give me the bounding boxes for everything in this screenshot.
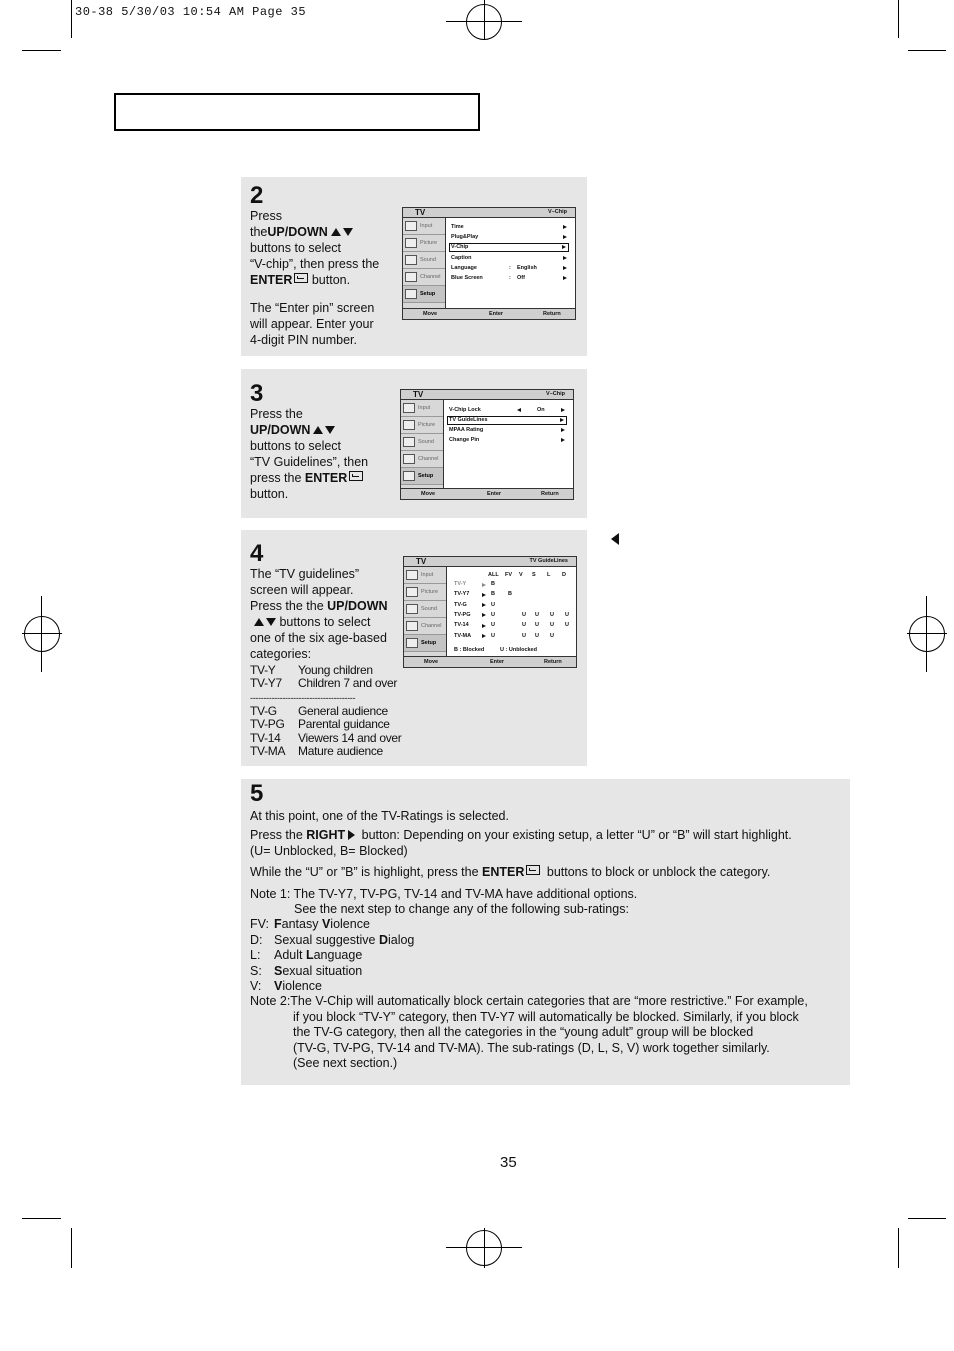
footer-move: Move [421, 491, 436, 497]
screen-footer [403, 308, 575, 319]
sub-ratings-list [250, 917, 845, 994]
sub-rating-item [250, 964, 845, 979]
grid-column-header: FV [505, 572, 513, 578]
arrow-right-icon [562, 245, 566, 249]
arrow-right-icon [561, 408, 565, 412]
text-line: buttons to block or unblock the category. [543, 865, 771, 880]
step-number: 5 [250, 780, 264, 807]
grid-cell: U [535, 611, 539, 618]
arrow-right-icon [482, 624, 486, 628]
step-3-text [250, 406, 400, 502]
input-icon [406, 570, 418, 580]
category-list [250, 664, 401, 758]
step-5-panel [241, 779, 850, 1085]
channel-icon [405, 272, 417, 282]
side-picture: Picture [403, 235, 445, 252]
category-divider: --------------------------------------- [250, 692, 356, 703]
channel-icon [406, 621, 418, 631]
text-line: 4-digit PIN number. [250, 333, 357, 347]
category-item: TV-Y Young children [250, 663, 373, 677]
footer-enter: Enter [490, 659, 505, 665]
footer-return: Return [543, 311, 561, 317]
step-number: 4 [250, 540, 264, 567]
sub-rating-t1: antasy [281, 917, 322, 932]
screen-sidebar [401, 400, 444, 489]
registration-mark-icon [909, 616, 945, 652]
text-line: The “Enter pin” screen [250, 301, 375, 315]
sound-icon [406, 604, 418, 614]
footer-return: Return [544, 659, 562, 665]
legend-blocked: B : Blocked [454, 647, 485, 653]
note-2: Note 2:The V-Chip will automatically block certain categories that are “more restrictive.” For example, [250, 994, 808, 1009]
sub-rating-item [250, 979, 845, 994]
menu-row-tv-guidelines: TV GuideLines [447, 416, 567, 425]
screen-tv-label: TV [415, 208, 426, 217]
text-line: buttons to select [276, 615, 371, 629]
screen-tv-label: TV [416, 557, 427, 566]
text-line: The “TV guidelines” [250, 567, 360, 581]
sound-icon [405, 255, 417, 265]
text-line: button. [308, 273, 351, 287]
grid-cell: U [491, 601, 495, 608]
sub-rating-b2: D [378, 932, 388, 947]
crop-mark [908, 1218, 946, 1219]
arrow-right-icon [563, 235, 567, 239]
section-title-box [114, 93, 480, 131]
text-line: While the “U” or ”B” is highlight, press the [250, 865, 483, 880]
menu-row-vchip-lock: V-Chip Lock On [449, 406, 565, 415]
print-header: 30-38 5/30/03 10:54 AM Page 35 [75, 5, 307, 19]
grid-row-label: TV-14 [454, 622, 469, 629]
sub-rating-t1: Sexual suggestive [274, 932, 379, 947]
crop-mark [71, 1228, 72, 1268]
side-sound: Sound [401, 434, 443, 451]
grid-cell: B [508, 591, 512, 598]
grid-column-header: ALL [488, 572, 499, 578]
text-line: At this point, one of the TV-Ratings is selected. [250, 809, 509, 823]
sub-rating-key: D: [250, 932, 263, 947]
setup-icon [405, 289, 417, 299]
menu-row-mpaa-rating: MPAA Rating [449, 426, 565, 435]
step-4-text [250, 566, 410, 662]
setup-icon [403, 471, 415, 481]
grid-row-label: TV-PG [454, 611, 471, 618]
registration-mark-icon [24, 616, 60, 652]
footer-enter: Enter [487, 491, 502, 497]
grid-cell: U [550, 622, 554, 629]
enter-label: ENTER [304, 471, 348, 485]
text-line: the [250, 225, 268, 239]
side-input: Input [401, 400, 443, 417]
text-line: Press [250, 209, 282, 223]
text-line: “TV Guidelines”, then [250, 455, 369, 469]
text-line: button. [250, 487, 289, 501]
crop-mark [41, 596, 42, 672]
grid-cell: U [522, 611, 526, 618]
sub-rating-t1: iolence [282, 979, 322, 994]
grid-column-header: D [562, 572, 566, 578]
up-arrow-icon [313, 426, 323, 434]
text-line: Press the [250, 828, 307, 843]
arrow-left-icon [517, 408, 521, 412]
step-5-text [250, 809, 845, 1072]
crop-mark [71, 0, 72, 38]
side-setup: Setup [403, 286, 445, 303]
side-channel: Channel [401, 451, 443, 468]
arrow-right-icon [482, 634, 486, 638]
up-arrow-icon [331, 228, 341, 236]
enter-label: ENTER [250, 273, 293, 287]
grid-column-header: S [532, 572, 536, 578]
channel-icon [403, 454, 415, 464]
note-2-line: (See next section.) [293, 1056, 398, 1071]
sub-rating-t1: exual situation [282, 963, 363, 978]
category-item: TV-14 Viewers 14 and over [250, 730, 402, 745]
crop-mark [908, 50, 946, 51]
grid-row-label: TV-MA [454, 632, 472, 639]
sub-rating-t2: iolence [330, 917, 370, 932]
category-item: TV-MA Mature audience [250, 744, 383, 759]
grid-cell: U [565, 622, 569, 629]
grid-row-label: TV-Y [454, 581, 467, 587]
side-setup: Setup [404, 635, 446, 652]
grid-cell: U [535, 632, 539, 639]
enter-icon [294, 273, 308, 283]
grid-cell: U [565, 611, 569, 618]
menu-row-caption: Caption [451, 254, 567, 263]
legend-unblocked: U : Unblocked [500, 647, 537, 653]
text-line: buttons to select [250, 439, 342, 453]
grid-cell: U [522, 622, 526, 629]
sub-rating-b1: V [274, 979, 283, 994]
crop-mark [484, 1228, 485, 1268]
sub-rating-t1: Adult [274, 948, 306, 963]
text-line: “V-chip”, then press the [250, 257, 380, 271]
updown-label: UP/DOWN [250, 423, 311, 437]
picture-icon [406, 587, 418, 597]
note-2-line: if you block “TV-Y” category, then TV-Y7 will automatically be blocked. Similarly, if you block [293, 1009, 799, 1024]
step-4-panel [241, 530, 587, 766]
footer-move: Move [424, 659, 439, 665]
updown-label: UP/DOWN [327, 599, 388, 613]
step-2-panel [241, 177, 587, 356]
menu-row-language: Language : English [451, 264, 567, 273]
sub-rating-t2: ialog [387, 932, 415, 947]
footer-move: Move [423, 311, 438, 317]
arrow-right-icon [563, 266, 567, 270]
text-line: button: Depending on your existing setup, a letter “U” or “B” will start highlight. [358, 828, 792, 843]
page-number: 35 [500, 1154, 517, 1171]
grid-cell: U [491, 622, 495, 629]
step-number: 3 [250, 380, 264, 407]
sub-rating-b1: F [274, 917, 282, 932]
down-arrow-icon [325, 426, 335, 434]
crop-mark [484, 0, 485, 40]
text-line: Press the the [250, 599, 328, 613]
text-line: Press the [250, 407, 303, 421]
right-arrow-icon [348, 830, 355, 840]
screen-title: TV GuideLines [529, 558, 568, 564]
crop-mark [926, 596, 927, 672]
tv-guidelines-menu-screen [400, 389, 574, 500]
side-sound: Sound [403, 252, 445, 269]
arrow-right-icon [561, 428, 565, 432]
grid-column-header: V [519, 572, 523, 578]
screen-footer [404, 656, 576, 667]
grid-cell: U [550, 611, 554, 618]
arrow-right-icon [561, 438, 565, 442]
side-channel: Channel [403, 269, 445, 286]
picture-icon [403, 420, 415, 430]
sub-rating-b1: S [274, 963, 283, 978]
text-line: will appear. Enter your [250, 317, 374, 331]
grid-cell: U [522, 632, 526, 639]
arrow-right-icon [563, 225, 567, 229]
sub-rating-b2: L [305, 948, 314, 963]
category-item: TV-PG Parental guidance [250, 717, 390, 732]
screen-tv-label: TV [413, 390, 424, 399]
sub-rating-key: L: [250, 948, 261, 963]
sub-rating-key: S: [250, 963, 262, 978]
grid-cell: U [491, 611, 495, 618]
menu-row-vchip: V-Chip [449, 243, 569, 252]
tv-guidelines-grid-screen [403, 556, 577, 668]
arrow-right-icon [482, 603, 486, 607]
crop-mark [22, 633, 62, 634]
screen-footer [401, 488, 573, 499]
enter-icon [526, 865, 540, 875]
menu-row-blue-screen: Blue Screen : Off [451, 274, 567, 283]
text-line: screen will appear. [250, 583, 354, 597]
input-icon [403, 403, 415, 413]
side-input: Input [403, 218, 445, 235]
note-2-line: the TV-G category, then all the categories in the “young adult” group will be blocked [293, 1025, 754, 1040]
arrow-right-icon [482, 613, 486, 617]
footer-enter: Enter [489, 311, 504, 317]
text-line: press the [250, 471, 305, 485]
crop-mark [22, 50, 61, 51]
sub-rating-key: V: [250, 979, 262, 994]
footer-return: Return [541, 491, 559, 497]
down-arrow-icon [266, 618, 276, 626]
updown-label: UP/DOWN [267, 225, 328, 239]
sub-rating-key: FV: [250, 917, 269, 932]
sub-rating-t2: anguage [313, 948, 363, 963]
step-number: 2 [250, 182, 264, 209]
right-label: RIGHT [306, 828, 346, 843]
sub-rating-item [250, 917, 845, 932]
enter-label: ENTER [482, 865, 525, 880]
sound-icon [403, 437, 415, 447]
menu-row-plugplay: Plug&Play [451, 233, 567, 242]
text-line: (U= Unblocked, B= Blocked) [250, 843, 408, 858]
arrow-right-icon [563, 276, 567, 280]
category-item: TV-Y7 Children 7 and over [250, 676, 398, 691]
side-picture: Picture [404, 584, 446, 601]
sub-rating-item [250, 933, 845, 948]
side-sound: Sound [404, 601, 446, 618]
menu-row-time: Time [451, 223, 567, 232]
category-item: TV-G General audience [250, 703, 388, 718]
arrow-right-icon [482, 583, 486, 587]
note-1-line-2: See the next step to change any of the following sub-ratings: [294, 902, 629, 917]
crop-mark [898, 0, 899, 38]
text-line: buttons to select [250, 241, 342, 255]
grid-row-label: TV-Y7 [454, 591, 470, 598]
menu-row-change-pin: Change Pin [449, 436, 565, 445]
input-icon [405, 221, 417, 231]
picture-icon [405, 238, 417, 248]
crop-mark [22, 1218, 61, 1219]
sub-rating-b2: V [321, 917, 331, 932]
vchip-menu-screen [402, 207, 576, 320]
down-arrow-icon [343, 228, 353, 236]
side-picture: Picture [401, 417, 443, 434]
grid-cell: U [491, 632, 495, 639]
note-1: Note 1: The TV-Y7, TV-PG, TV-14 and TV-MA have additional options. [250, 886, 638, 901]
setup-icon [406, 638, 418, 648]
grid-column-header: L [547, 572, 551, 578]
screen-title: V–Chip [546, 391, 565, 397]
side-input: Input [404, 567, 446, 584]
sub-rating-item [250, 948, 845, 963]
step-2-text [250, 208, 410, 348]
arrow-right-icon [563, 256, 567, 260]
crop-mark [907, 633, 947, 634]
text-line: one of the six age-based [250, 631, 387, 645]
step-3-panel [241, 369, 587, 518]
grid-cell: U [535, 622, 539, 629]
screen-title: V–Chip [548, 209, 567, 215]
screen-sidebar [403, 218, 446, 309]
up-arrow-icon [254, 618, 264, 626]
side-setup: Setup [401, 468, 443, 485]
note-2-line: (TV-G, TV-PG, TV-14 and TV-MA). The sub-ratings (D, L, S, V) work together similarly. [293, 1040, 770, 1055]
arrow-right-icon [560, 418, 564, 422]
grid-row-label: TV-G [454, 601, 467, 608]
side-channel: Channel [404, 618, 446, 635]
enter-icon [349, 471, 363, 481]
arrow-left-icon [611, 533, 619, 545]
screen-sidebar [404, 567, 447, 657]
grid-cell: B [491, 591, 495, 598]
grid-cell: B [491, 581, 495, 587]
arrow-right-icon [482, 593, 486, 597]
grid-cell: U [550, 632, 554, 639]
crop-mark [898, 1228, 899, 1268]
text-line: categories: [250, 647, 312, 661]
